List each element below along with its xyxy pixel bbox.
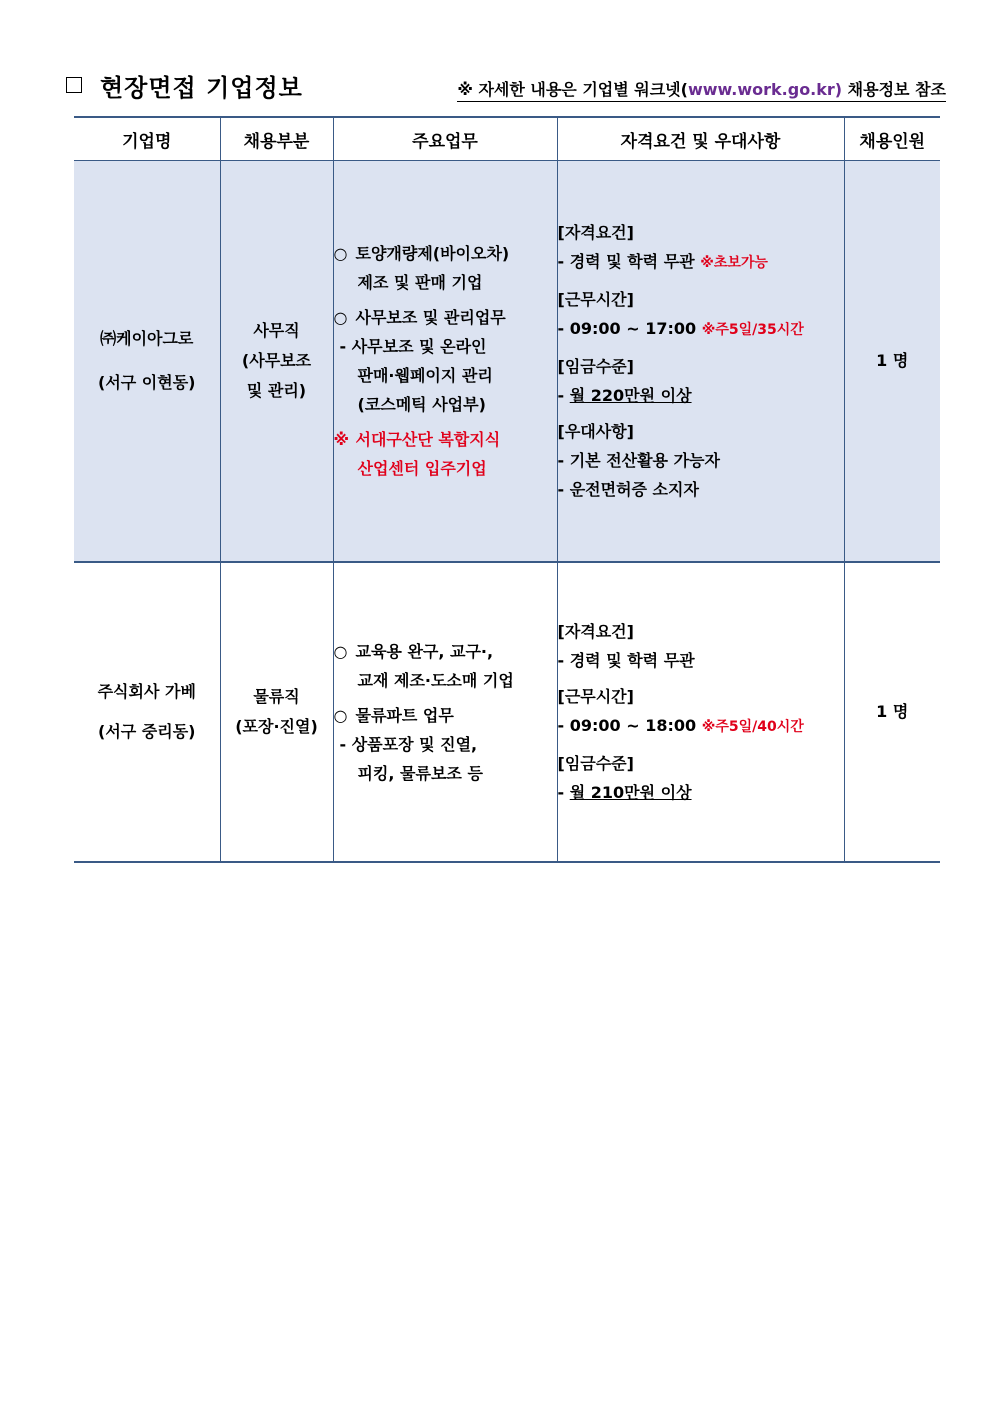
duties-cell [333,562,557,862]
position-line: 및 관리) [246,381,307,400]
reference-mark-icon: ※ [333,430,350,449]
wage-group: [임금수준] - 월 210만원 이상 [557,754,692,802]
wage-value: 월 210만원 이상 [569,783,692,802]
workweek-note: ※주5일/40시간 [701,719,804,735]
duty-item: ○ 물류파트 업무 - 상품포장 및 진열, 피킹, 물류보조 등 [334,701,557,788]
position-line: 물류직 [253,687,300,706]
column-header-company: 기업명 [74,117,220,161]
note-suffix: 채용정보 참조 [842,80,946,99]
column-header-headcount: 채용인원 [844,117,940,161]
circle-bullet-icon: ○ [333,705,348,725]
company-name: ㈜케이아그로 [100,329,194,348]
checkbox-square-icon [66,77,82,93]
beginner-ok-note: ※초보가능 [700,255,768,271]
duty-item: ○ 사무보조 및 관리업무 - 사무보조 및 온라인 판매·웹페이지 관리 (코스메틱 사업부) [334,303,557,419]
position-cell [220,161,333,563]
qualification-group: [자격요건] - 경력 및 학력 무관 ※초보가능 [557,223,768,271]
circle-bullet-icon: ○ [333,308,348,327]
headcount-cell [844,562,940,862]
column-header-position: 채용부분 [220,117,333,161]
duty-item: ○ 토양개량제(바이오차) 제조 및 판매 기업 [334,239,557,297]
qualification-group: [자격요건] - 경력 및 학력 무관 [557,622,695,670]
position-line: 사무직 [253,321,300,340]
hours-group: [근무시간] - 09:00 ~ 18:00 ※주5일/40시간 [557,687,804,735]
headcount-cell [844,161,940,563]
circle-bullet-icon: ○ [333,641,348,661]
wage-value: 월 220만원 이상 [569,386,692,405]
column-header-duties: 주요업무 [333,117,557,161]
position-cell [220,562,333,862]
requirements-cell [557,161,844,563]
page-title: 현장면접 기업정보 [100,74,303,102]
workweek-note: ※주5일/35시간 [701,322,804,338]
headcount: 1 명 [876,702,909,721]
hours-group: [근무시간] - 09:00 ~ 17:00 ※주5일/35시간 [557,290,804,338]
duty-note: ※ 서대구산단 복합지식 산업센터 입주기업 [334,425,557,483]
company-name: 주식회사 가베 [97,682,196,701]
duties-cell [333,161,557,563]
requirements-cell [557,562,844,862]
note-prefix: ※ 자세한 내용은 기업별 워크넷( [457,80,688,99]
position-line: (포장·진열) [235,717,318,736]
wage-group: [임금수준] - 월 220만원 이상 [557,357,692,405]
reference-note [457,77,946,102]
duty-item: ○ 교육용 완구, 교구·, 교재 제조·도소매 기업 [334,637,557,695]
preference-group: [우대사항] - 기본 전산활용 가능자 - 운전면허증 소지자 [557,422,720,499]
headcount: 1 명 [876,351,909,370]
worknet-link[interactable]: www.work.go.kr) [687,80,843,99]
company-cell [74,562,220,862]
circle-bullet-icon: ○ [333,244,348,263]
company-location: (서구 이현동) [98,373,196,392]
company-cell [74,161,220,563]
table-row [74,562,940,862]
company-info-table [74,116,940,863]
position-line: (사무보조 [241,351,312,370]
page-header [66,68,946,102]
company-location: (서구 중리동) [98,722,196,741]
column-header-requirements: 자격요건 및 우대사항 [557,117,844,161]
table-row [74,161,940,563]
table-header-row [74,117,940,161]
